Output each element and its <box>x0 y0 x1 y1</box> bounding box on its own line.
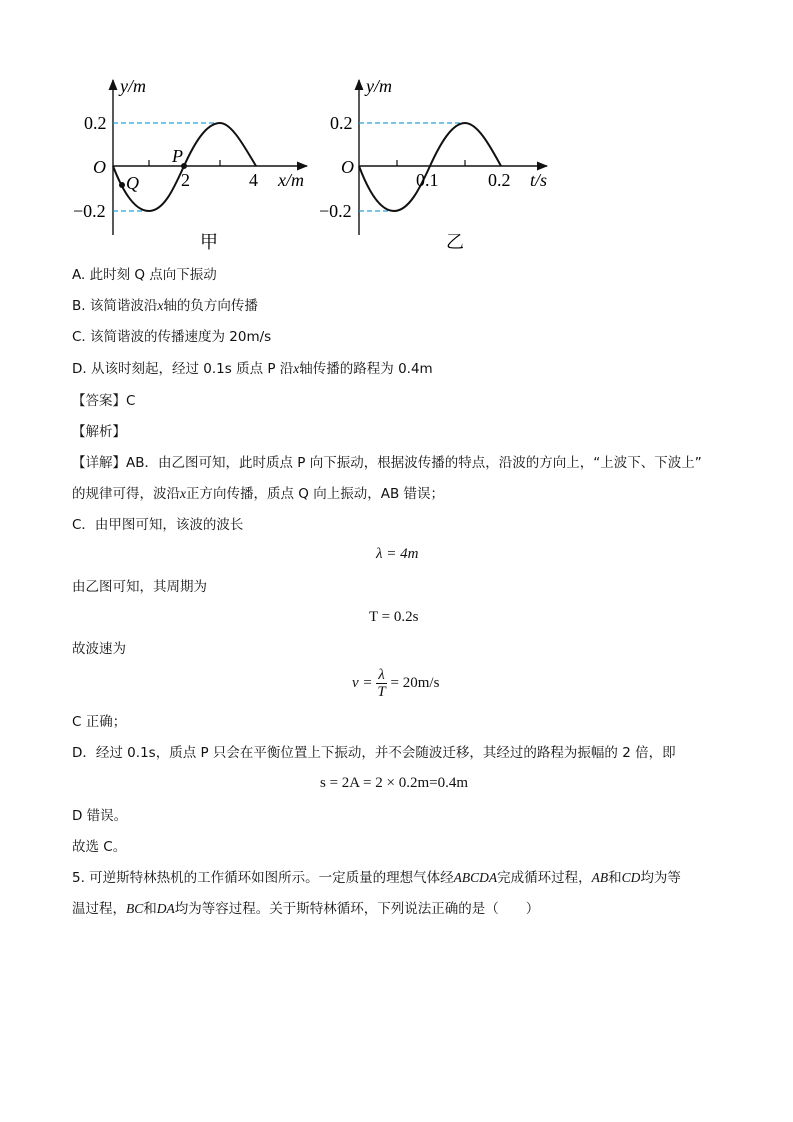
detail-choose: 故选 C。 <box>72 839 127 855</box>
answer-label: 【答案】 <box>72 393 126 409</box>
y-tick-bottom: −0.2 <box>319 201 352 221</box>
option-a: A. 此时刻 Q 点向下振动 <box>72 267 217 283</box>
detail-line-1 <box>72 454 702 472</box>
q5-text-4: 均为等 <box>640 870 681 886</box>
x-axis-label: t/s <box>530 170 548 190</box>
y-axis-label: y/m <box>120 76 146 96</box>
t-tick-0.1: 0.1 <box>416 170 439 190</box>
equation-speed <box>352 667 439 700</box>
detail-d-wrong: D 错误。 <box>72 808 128 824</box>
vibration-curve <box>359 123 501 211</box>
q5-var-da: DA <box>156 901 175 916</box>
y-tick-top: 0.2 <box>330 113 353 133</box>
point-p-label: P <box>172 146 183 166</box>
speed-fraction <box>376 667 387 700</box>
wave-graph-right <box>319 76 547 252</box>
question5-line-2 <box>72 900 539 918</box>
speed-lhs: v = <box>352 674 373 691</box>
speed-numerator: λ <box>378 667 385 683</box>
wave-figures <box>60 70 580 260</box>
equation-wavelength: λ = 4m <box>376 546 419 562</box>
detail-text-2-post: 正方向传播，质点 Q 向上振动，AB 错误； <box>186 486 444 502</box>
q5-text-1: 5. 可逆斯特林热机的工作循环如图所示。一定质量的理想气体经 <box>72 870 454 886</box>
x-tick-2: 2 <box>181 170 190 190</box>
q5-text-7: 均为等容过程。关于斯特林循环，下列说法正确的是（ ） <box>174 901 540 917</box>
detail-var-x: x <box>180 486 186 501</box>
origin-label: O <box>341 157 354 177</box>
option-b-text-post: 轴的负方向传播 <box>163 298 258 314</box>
analysis-label: 【解析】 <box>72 424 126 440</box>
question5-line-1 <box>72 869 681 887</box>
equation-path: s = 2A = 2 × 0.2m=0.4m <box>320 775 469 791</box>
q5-text-5: 温过程， <box>72 901 126 917</box>
detail-period-intro: 由乙图可知，其周期为 <box>72 579 207 595</box>
option-d <box>72 360 433 378</box>
detail-c-intro: C．由甲图可知，该波的波长 <box>72 517 244 533</box>
speed-rhs: = 20m/s <box>390 674 440 691</box>
x-axis-label: x/m <box>278 170 304 190</box>
option-d-var: x <box>293 361 300 376</box>
speed-denominator: T <box>377 684 386 700</box>
q5-text-2: 完成循环过程， <box>497 870 592 886</box>
answer-line <box>72 392 135 410</box>
q5-var-ab: AB <box>591 870 609 885</box>
point-q <box>119 182 125 188</box>
q5-var-cd: CD <box>621 870 641 885</box>
y-tick-top: 0.2 <box>84 113 107 133</box>
caption-left: 甲 <box>200 232 218 252</box>
q5-text-3: 和 <box>608 870 622 886</box>
option-c: C. 该简谐波的传播速度为 20m/s <box>72 329 272 345</box>
origin-label: O <box>93 157 106 177</box>
q5-text-6: 和 <box>143 901 157 917</box>
detail-text-1: AB．由乙图可知，此时质点 P 向下振动，根据波传播的特点，沿波的方向上，“上波下、下波上” <box>126 455 702 471</box>
option-d-text-post: 轴传播的路程为 0.4m <box>299 361 433 377</box>
y-axis-label: y/m <box>366 76 392 96</box>
detail-d-line: D．经过 0.1s，质点 P 只会在平衡位置上下振动，并不会随波迁移，其经过的路程为振幅的 2 倍，即 <box>72 745 676 761</box>
option-b-var: x <box>157 298 164 313</box>
detail-line-2 <box>72 485 444 503</box>
q5-var-abcda: ABCDA <box>453 870 498 885</box>
option-d-text-pre: D. 从该时刻起，经过 0.1s 质点 P 沿 <box>72 361 294 377</box>
y-tick-bottom: −0.2 <box>73 201 106 221</box>
answer-value: C <box>126 393 136 409</box>
detail-speed-intro: 故波速为 <box>72 641 126 657</box>
option-b-text-pre: B. 该简谐波沿 <box>72 298 158 314</box>
caption-right: 乙 <box>446 232 464 252</box>
option-b <box>72 297 258 315</box>
q5-var-bc: BC <box>126 901 144 916</box>
point-q-label: Q <box>126 173 139 193</box>
detail-c-correct: C 正确； <box>72 714 127 730</box>
equation-period: T = 0.2s <box>369 609 419 625</box>
x-tick-4: 4 <box>249 170 258 190</box>
detail-text-2-pre: 的规律可得，波沿 <box>72 486 180 502</box>
t-tick-0.2: 0.2 <box>488 170 511 190</box>
detail-label: 【详解】 <box>72 455 126 471</box>
wave-graph-left <box>73 76 307 252</box>
